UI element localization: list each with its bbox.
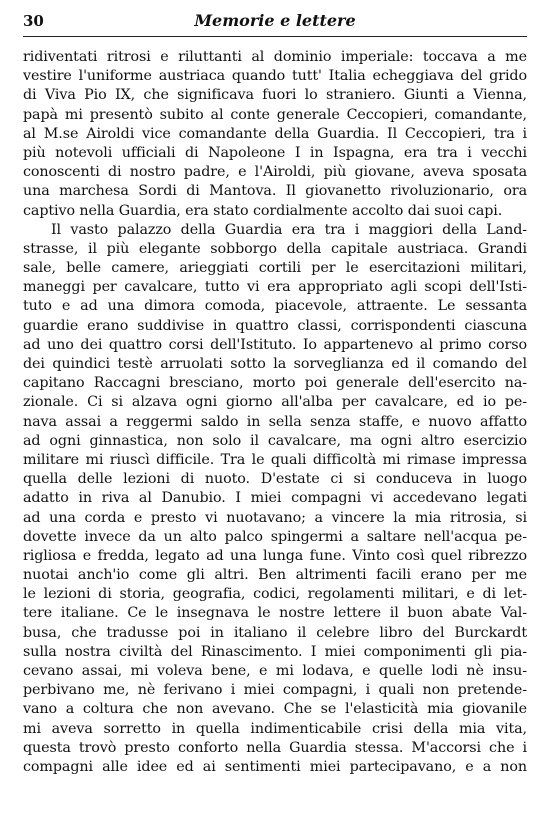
text-line: militare mi riuscì difficile. Tra le quali difficoltà mi rimase impressa [23, 451, 527, 468]
text-line: tere italiane. Ce le insegnava le nostre lettere il buon abate Val- [23, 605, 527, 622]
running-title: Memorie e lettere [194, 11, 356, 30]
text-line: perbivano me, nè ferivano i miei compagni, i quali non pretende- [23, 682, 527, 699]
text-line: vestire l'uniforme austriaca quando tutt' Italia echeggiava del grido [23, 68, 527, 85]
header-rule [23, 36, 527, 37]
text-line: nava assai a reggermi saldo in sella senza staffe, e nuovo affatto [23, 413, 527, 430]
text-line: ad ogni ginnastica, non solo il cavalcare, ma ogni altro esercizio [23, 432, 527, 449]
text-line: ad una corda e presto vi nuotavano; a vincere la mia ritrosia, si [23, 509, 527, 526]
body-text [23, 48, 527, 777]
page-header [23, 10, 527, 32]
text-line: zionale. Ci si alzava ogni giorno all'alba per cavalcare, ed io pe- [23, 394, 527, 411]
text-line: mi aveva sorretto in quella indimenticabile crisi della mia vita, [23, 720, 527, 737]
text-line: quella delle lezioni di nuoto. D'estate ci si conduceva in luogo [23, 471, 527, 488]
text-line: questa trovò presto conforto nella Guardia stessa. M'accorsi che i [23, 739, 527, 756]
text-line: sulla nostra civiltà del Rinascimento. I miei componimenti gli pia- [23, 643, 527, 660]
text-line: più notevoli ufficiali di Napoleone I in Ispagna, era tra i vecchi [23, 144, 527, 161]
text-line: guardie erano suddivise in quattro classi, corrispondenti ciascuna [23, 317, 527, 334]
text-line: strasse, il più elegante sobborgo della capitale austriaca. Grandi [23, 240, 527, 257]
text-line: sale, belle camere, arieggiati cortili per le esercitazioni militari, [23, 260, 527, 277]
text-line: captivo nella Guardia, era stato cordialmente accolto dai suoi capi. [23, 202, 503, 219]
text-line: nuotai anch'io come gli altri. Ben altrimenti facili erano per me [23, 567, 527, 584]
text-line: papà mi presentò subito al conte generale Ceccopieri, comandante, [23, 106, 527, 123]
text-line: ridiventati ritrosi e riluttanti al dominio imperiale: toccava a me [23, 49, 527, 65]
text-line: adatto in riva al Danubio. I miei compagni vi accedevano legati [23, 490, 527, 507]
text-line: rigliosa e fredda, legato ad una lunga fune. Vinto così quel ribrezzo [23, 547, 527, 564]
page-number: 30 [23, 12, 44, 30]
text-line: di Viva Pio IX, che significava fuori lo straniero. Giunti a Vienna, [23, 87, 527, 104]
text-line: tuto e ad una dimora comoda, piacevole, attraente. Le sessanta [23, 298, 527, 315]
text-line: una marchesa Sordi di Mantova. Il giovanetto rivoluzionario, ora [23, 183, 527, 200]
text-line: vano a coltura che non avevano. Che se l'elasticità mia giovanile [23, 701, 527, 718]
text-line: le lezioni di storia, geografia, codici, regolamenti militari, e di let- [23, 586, 527, 603]
text-line: dei quindici testè arruolati sotto la sorveglianza ed il comando del [23, 356, 527, 372]
text-line: ad uno dei quattro corsi dell'Istituto. Io appartenevo al primo corso [23, 336, 527, 353]
text-line: dovette invece da un alto palco spingermi a saltare nell'acqua pe- [23, 528, 527, 545]
text-line: capitano Raccagni bresciano, morto poi generale dell'esercito na- [23, 375, 527, 392]
text-line: compagni alle idee ed ai sentimenti miei partecipavano, e a non [23, 758, 527, 775]
text-line: busa, che tradusse poi in italiano il celebre libro del Burckardt [23, 624, 527, 641]
text-line: cevano assai, mi voleva bene, e mi lodava, e quelle lodi nè insu- [23, 663, 527, 679]
text-line: al M.se Airoldi vice comandante della Guardia. Il Ceccopieri, tra i [23, 125, 527, 142]
text-line: Il vasto palazzo della Guardia era tra i maggiori della Land- [51, 221, 527, 238]
text-line: maneggi per cavalcare, tutto vi era appropriato agli scopi dell'Isti- [23, 279, 527, 296]
text-line: conoscenti di nostro padre, e l'Airoldi, più giovane, aveva sposata [23, 164, 527, 181]
